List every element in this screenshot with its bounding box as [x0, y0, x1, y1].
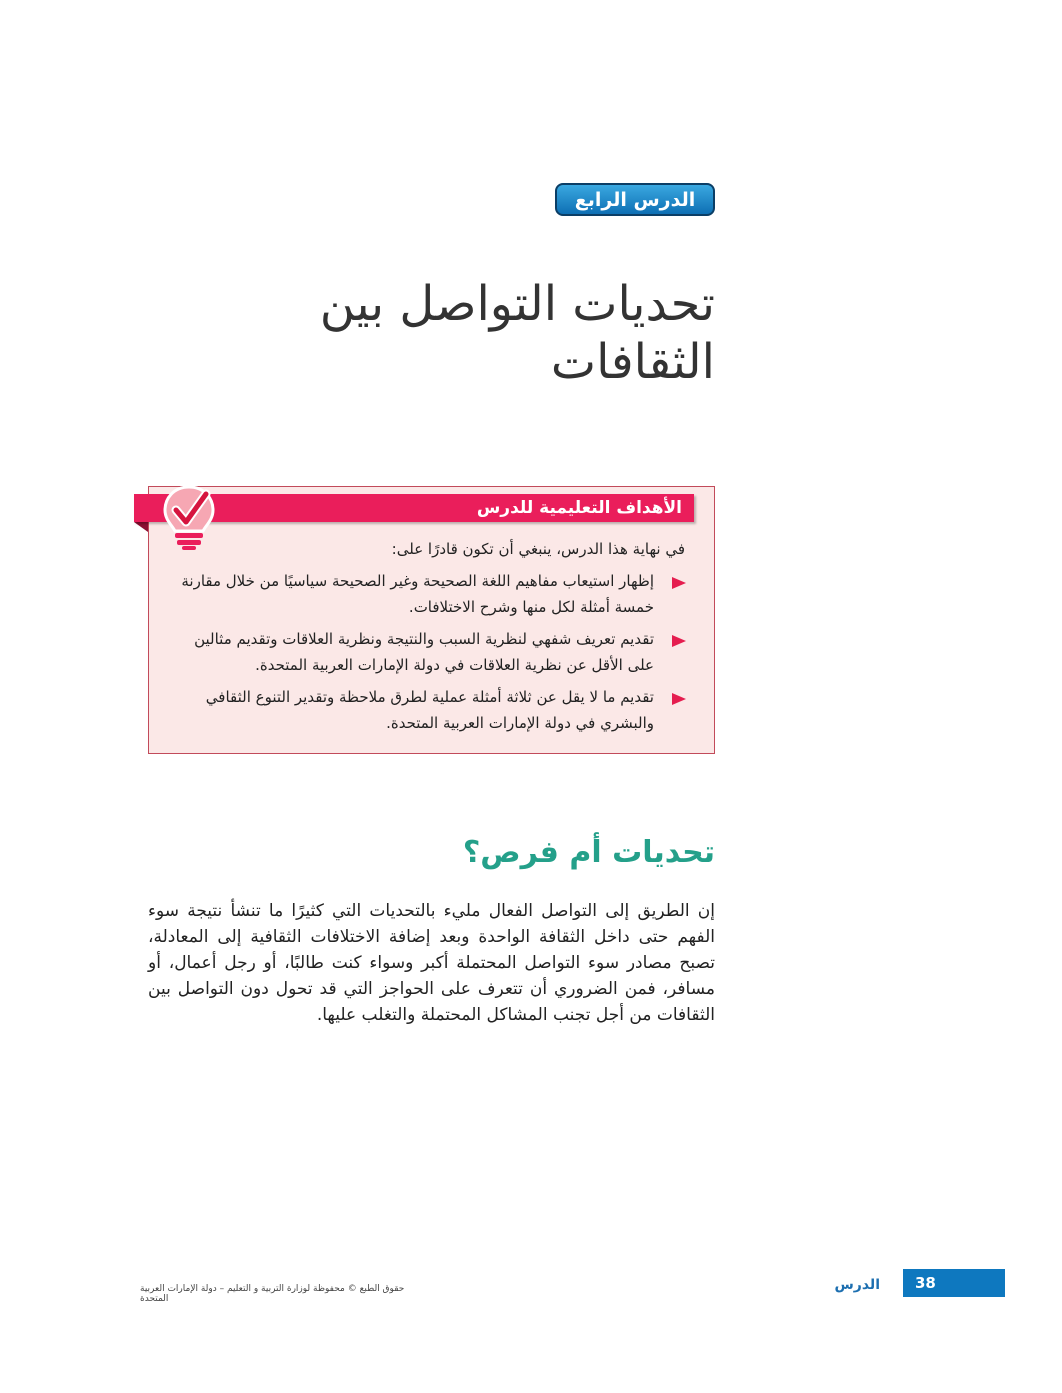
objectives-intro: في نهاية هذا الدرس، ينبغي أن تكون قادرًا على:	[391, 540, 685, 558]
objective-text: تقديم ما لا يقل عن ثلاثة أمثلة عملية لطرق ملاحظة وتقدير التنوع الثقافي والبشري في دولة الإمارات العربية المتحدة.	[205, 688, 654, 732]
arrow-bullet-icon	[672, 693, 686, 705]
list-item	[180, 568, 690, 620]
objectives-list	[180, 568, 690, 742]
arrow-bullet-icon	[672, 577, 686, 589]
page-number-badge: 38	[903, 1269, 1005, 1297]
list-item	[180, 684, 690, 736]
ribbon-fold	[134, 522, 148, 532]
body-paragraph: إن الطريق إلى التواصل الفعال مليء بالتحديات التي كثيرًا ما تنشأ نتيجة سوء الفهم حتى داخل الثقافة الواحدة وبعد إضافة الاختلافات الثقافية إلى المعادلة، تصبح مصادر سوء التواصل المحتملة أكبر وسواء كنت طالبًا، أو رجل أعمال، أو مسافر، فمن الضروري أن تتعرف على الحواجز التي قد تحول دون التواصل بين الثقافات من أجل تجنب المشاكل المحتملة والتغلب عليها.	[148, 901, 715, 1025]
arrow-bullet-icon	[672, 635, 686, 647]
objective-text: إظهار استيعاب مفاهيم اللغة الصحيحة وغير الصحيحة سياسيًا من خلال مقارنة خمسة أمثلة لكل منها وشرح الاختلافات.	[181, 572, 654, 616]
objective-text: تقديم تعريف شفهي لنظرية السبب والنتيجة ونظرية العلاقات وتقديم مثالين على الأقل عن نظرية العلاقات في دولة الإمارات العربية المتحدة.	[194, 630, 654, 674]
lesson-number-tag: الدرس الرابع	[555, 183, 715, 216]
section-heading: تحديات أم فرص؟	[462, 835, 715, 870]
footer-lesson-label: الدرس	[834, 1277, 880, 1293]
objectives-header: الأهداف التعليمية للدرس	[134, 494, 694, 522]
list-item	[180, 626, 690, 678]
page-title: تحديات التواصل بين الثقافات	[319, 276, 715, 390]
footer-copyright: حقوق الطبع © محفوظة لوزارة التربية و التعليم – دولة الإمارات العربية المتحدة	[140, 1284, 405, 1304]
